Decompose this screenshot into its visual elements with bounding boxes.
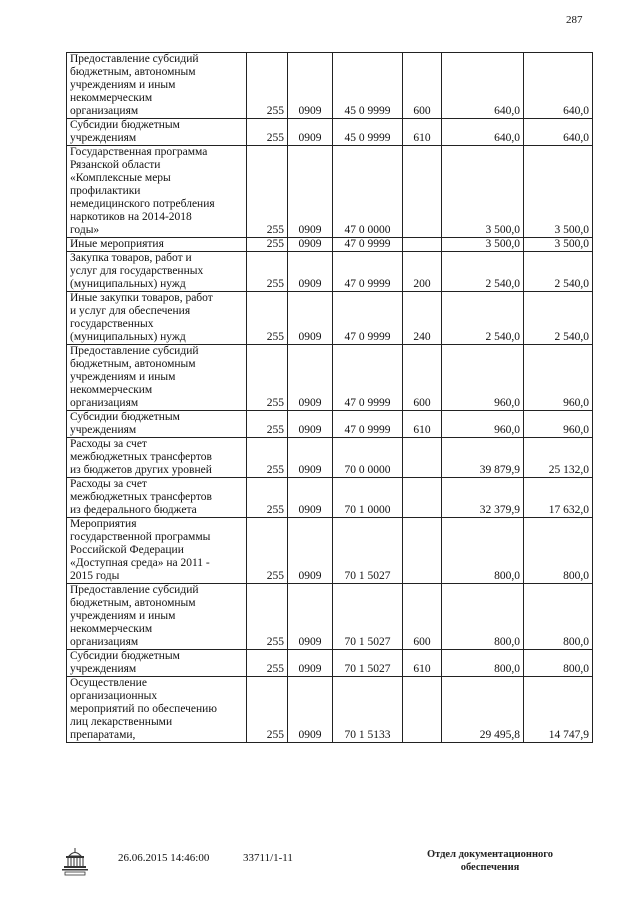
row-target-article: 47 0 9999 bbox=[333, 252, 403, 292]
row-section: 0909 bbox=[288, 53, 333, 119]
row-expense-type bbox=[403, 146, 442, 238]
row-code: 255 bbox=[247, 292, 288, 345]
row-section: 0909 bbox=[288, 411, 333, 438]
row-amount-2: 17 632,0 bbox=[524, 478, 593, 518]
row-target-article: 70 1 0000 bbox=[333, 478, 403, 518]
row-expense-type: 200 bbox=[403, 252, 442, 292]
row-amount-2: 800,0 bbox=[524, 518, 593, 584]
row-amount-2: 3 500,0 bbox=[524, 238, 593, 252]
row-code: 255 bbox=[247, 53, 288, 119]
row-target-article: 70 1 5027 bbox=[333, 518, 403, 584]
row-name: Субсидии бюджетным учреждениям bbox=[67, 119, 247, 146]
row-expense-type: 610 bbox=[403, 411, 442, 438]
row-amount-2: 800,0 bbox=[524, 650, 593, 677]
row-code: 255 bbox=[247, 584, 288, 650]
row-amount-1: 3 500,0 bbox=[442, 146, 524, 238]
row-amount-1: 2 540,0 bbox=[442, 252, 524, 292]
row-section: 0909 bbox=[288, 292, 333, 345]
footer-document-id: 33711/1-11 bbox=[243, 852, 293, 864]
budget-table bbox=[66, 52, 593, 743]
table-row bbox=[67, 146, 593, 238]
row-target-article: 70 1 5027 bbox=[333, 650, 403, 677]
row-amount-1: 29 495,8 bbox=[442, 677, 524, 743]
row-target-article: 45 0 9999 bbox=[333, 53, 403, 119]
row-section: 0909 bbox=[288, 478, 333, 518]
page-footer bbox=[0, 846, 640, 896]
row-code: 255 bbox=[247, 252, 288, 292]
row-amount-2: 960,0 bbox=[524, 345, 593, 411]
row-amount-2: 640,0 bbox=[524, 53, 593, 119]
row-amount-2: 14 747,9 bbox=[524, 677, 593, 743]
table-row bbox=[67, 584, 593, 650]
row-expense-type: 240 bbox=[403, 292, 442, 345]
row-code: 255 bbox=[247, 146, 288, 238]
row-code: 255 bbox=[247, 238, 288, 252]
table-row bbox=[67, 53, 593, 119]
row-code: 255 bbox=[247, 677, 288, 743]
footer-department: Отдел документационного обеспечения bbox=[426, 849, 554, 873]
row-target-article: 47 0 9999 bbox=[333, 411, 403, 438]
row-code: 255 bbox=[247, 478, 288, 518]
row-target-article: 47 0 9999 bbox=[333, 345, 403, 411]
row-code: 255 bbox=[247, 518, 288, 584]
row-amount-1: 39 879,9 bbox=[442, 438, 524, 478]
row-amount-2: 800,0 bbox=[524, 584, 593, 650]
row-amount-2: 3 500,0 bbox=[524, 146, 593, 238]
row-section: 0909 bbox=[288, 119, 333, 146]
row-code: 255 bbox=[247, 650, 288, 677]
row-target-article: 70 0 0000 bbox=[333, 438, 403, 478]
page-number: 287 bbox=[566, 14, 583, 26]
row-expense-type: 600 bbox=[403, 584, 442, 650]
table-row bbox=[67, 119, 593, 146]
row-amount-1: 960,0 bbox=[442, 411, 524, 438]
row-amount-1: 2 540,0 bbox=[442, 292, 524, 345]
row-amount-2: 2 540,0 bbox=[524, 252, 593, 292]
row-amount-1: 800,0 bbox=[442, 650, 524, 677]
row-section: 0909 bbox=[288, 438, 333, 478]
row-amount-1: 32 379,9 bbox=[442, 478, 524, 518]
row-expense-type: 600 bbox=[403, 53, 442, 119]
row-amount-2: 25 132,0 bbox=[524, 438, 593, 478]
duma-building-logo-icon bbox=[60, 846, 90, 878]
row-amount-1: 3 500,0 bbox=[442, 238, 524, 252]
row-code: 255 bbox=[247, 119, 288, 146]
row-name: Субсидии бюджетным учреждениям bbox=[67, 650, 247, 677]
row-target-article: 47 0 9999 bbox=[333, 292, 403, 345]
row-section: 0909 bbox=[288, 345, 333, 411]
row-name: Расходы за счет межбюджетных трансфертов из бюджетов других уровней bbox=[67, 438, 247, 478]
row-section: 0909 bbox=[288, 584, 333, 650]
row-amount-2: 960,0 bbox=[524, 411, 593, 438]
row-section: 0909 bbox=[288, 650, 333, 677]
row-expense-type bbox=[403, 518, 442, 584]
row-name: Государственная программа Рязанской области «Комплексные меры профилактики немедицинского потребления наркотиков на 2014-2018 годы» bbox=[67, 146, 247, 238]
table-row bbox=[67, 411, 593, 438]
table-row bbox=[67, 238, 593, 252]
row-code: 255 bbox=[247, 345, 288, 411]
row-section: 0909 bbox=[288, 252, 333, 292]
row-amount-1: 800,0 bbox=[442, 584, 524, 650]
row-name: Предоставление субсидий бюджетным, автономным учреждениям и иным некоммерческим организациям bbox=[67, 584, 247, 650]
table-row bbox=[67, 650, 593, 677]
row-amount-1: 640,0 bbox=[442, 53, 524, 119]
table-row bbox=[67, 438, 593, 478]
row-expense-type bbox=[403, 677, 442, 743]
table-row bbox=[67, 292, 593, 345]
row-target-article: 47 0 9999 bbox=[333, 238, 403, 252]
table-row bbox=[67, 345, 593, 411]
row-target-article: 45 0 9999 bbox=[333, 119, 403, 146]
row-name: Субсидии бюджетным учреждениям bbox=[67, 411, 247, 438]
row-amount-2: 640,0 bbox=[524, 119, 593, 146]
row-name: Мероприятия государственной программы Российской Федерации «Доступная среда» на 2011 - 2015 годы bbox=[67, 518, 247, 584]
table-row bbox=[67, 252, 593, 292]
footer-datetime: 26.06.2015 14:46:00 bbox=[118, 852, 210, 864]
row-amount-1: 960,0 bbox=[442, 345, 524, 411]
row-name: Закупка товаров, работ и услуг для государственных (муниципальных) нужд bbox=[67, 252, 247, 292]
row-name: Осуществление организационных мероприятий по обеспечению лиц лекарственными препаратами, bbox=[67, 677, 247, 743]
row-expense-type bbox=[403, 478, 442, 518]
row-expense-type bbox=[403, 238, 442, 252]
row-expense-type: 610 bbox=[403, 119, 442, 146]
row-amount-2: 2 540,0 bbox=[524, 292, 593, 345]
row-name: Предоставление субсидий бюджетным, автономным учреждениям и иным некоммерческим организациям bbox=[67, 345, 247, 411]
row-name: Иные мероприятия bbox=[67, 238, 247, 252]
row-target-article: 47 0 0000 bbox=[333, 146, 403, 238]
row-name: Иные закупки товаров, работ и услуг для обеспечения государственных (муниципальных) нужд bbox=[67, 292, 247, 345]
row-name: Расходы за счет межбюджетных трансфертов из федерального бюджета bbox=[67, 478, 247, 518]
row-section: 0909 bbox=[288, 677, 333, 743]
row-expense-type: 610 bbox=[403, 650, 442, 677]
row-section: 0909 bbox=[288, 238, 333, 252]
row-amount-1: 640,0 bbox=[442, 119, 524, 146]
row-name: Предоставление субсидий бюджетным, автономным учреждениям и иным некоммерческим организациям bbox=[67, 53, 247, 119]
row-code: 255 bbox=[247, 411, 288, 438]
row-target-article: 70 1 5027 bbox=[333, 584, 403, 650]
table-row bbox=[67, 518, 593, 584]
table-body bbox=[67, 53, 593, 743]
row-amount-1: 800,0 bbox=[442, 518, 524, 584]
row-target-article: 70 1 5133 bbox=[333, 677, 403, 743]
table-row bbox=[67, 677, 593, 743]
row-code: 255 bbox=[247, 438, 288, 478]
row-expense-type bbox=[403, 438, 442, 478]
table-row bbox=[67, 478, 593, 518]
row-expense-type: 600 bbox=[403, 345, 442, 411]
row-section: 0909 bbox=[288, 146, 333, 238]
row-section: 0909 bbox=[288, 518, 333, 584]
